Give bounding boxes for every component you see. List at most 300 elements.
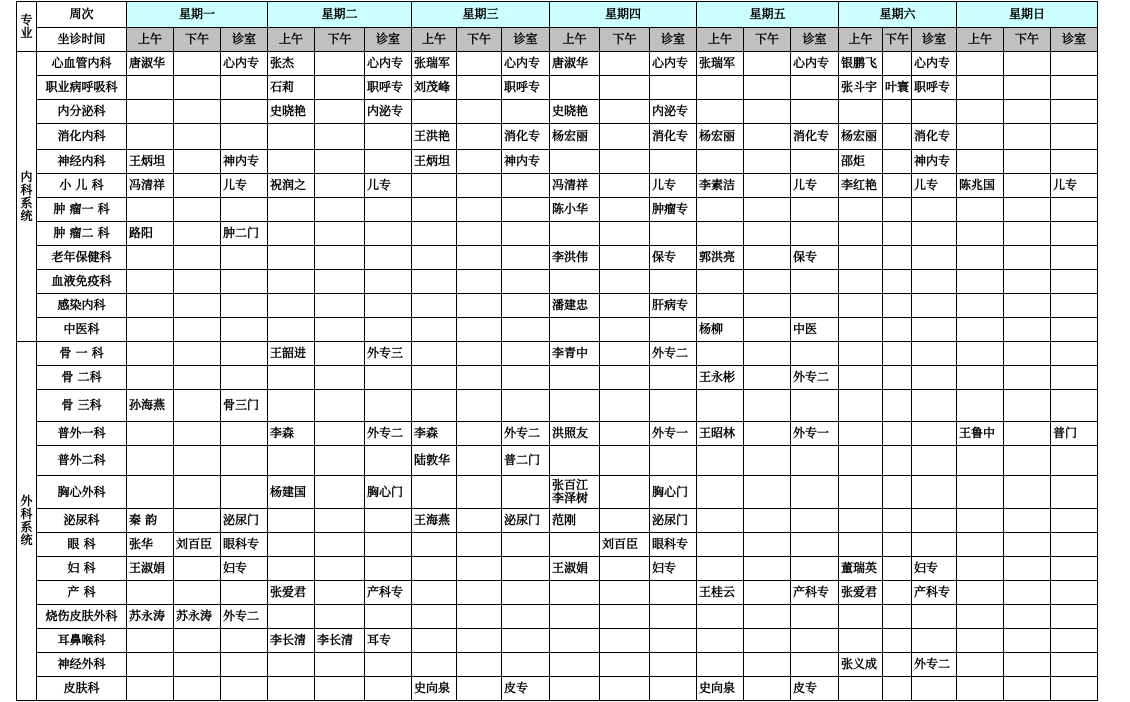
day-header: 星期五 bbox=[697, 2, 839, 28]
room-cell bbox=[650, 653, 697, 677]
room-cell bbox=[1051, 318, 1098, 342]
doctor-cell bbox=[412, 294, 457, 318]
room-cell bbox=[912, 294, 957, 318]
doctor-cell: 张百江 李泽树 bbox=[550, 476, 600, 509]
doctor-cell bbox=[550, 533, 600, 557]
doctor-cell bbox=[174, 222, 221, 246]
doctor-cell bbox=[315, 150, 365, 174]
room-cell bbox=[365, 509, 412, 533]
room-cell bbox=[650, 581, 697, 605]
room-cell bbox=[1051, 270, 1098, 294]
room-cell: 儿专 bbox=[791, 174, 839, 198]
doctor-cell bbox=[550, 446, 600, 476]
department-name: 心血管内科 bbox=[37, 52, 127, 76]
doctor-cell bbox=[127, 246, 174, 270]
room-cell: 皮专 bbox=[502, 677, 550, 701]
doctor-cell: 史向泉 bbox=[697, 677, 744, 701]
room-cell bbox=[1051, 342, 1098, 366]
room-cell: 外专一 bbox=[791, 422, 839, 446]
table-row bbox=[17, 629, 1098, 653]
room-cell bbox=[1051, 100, 1098, 124]
doctor-cell bbox=[268, 366, 315, 390]
room-cell: 儿专 bbox=[221, 174, 268, 198]
doctor-cell bbox=[839, 294, 883, 318]
room-cell bbox=[502, 222, 550, 246]
room-cell: 心内专 bbox=[650, 52, 697, 76]
room-cell bbox=[502, 270, 550, 294]
doctor-cell bbox=[957, 533, 1004, 557]
doctor-cell bbox=[1004, 390, 1051, 422]
doctor-cell: 王永彬 bbox=[697, 366, 744, 390]
week-header: 周次 bbox=[37, 2, 127, 28]
doctor-cell: 冯清祥 bbox=[127, 174, 174, 198]
doctor-cell: 王淑娟 bbox=[550, 557, 600, 581]
room-cell: 眼科专 bbox=[221, 533, 268, 557]
table-row bbox=[17, 422, 1098, 446]
doctor-cell: 王炳坦 bbox=[127, 150, 174, 174]
room-cell: 神内专 bbox=[502, 150, 550, 174]
room-cell bbox=[791, 476, 839, 509]
system-group-label: 外科系统 bbox=[17, 342, 37, 701]
doctor-cell bbox=[697, 446, 744, 476]
department-name: 内分泌科 bbox=[37, 100, 127, 124]
doctor-cell bbox=[697, 150, 744, 174]
doctor-cell bbox=[883, 222, 912, 246]
room-cell bbox=[365, 605, 412, 629]
room-cell: 外专二 bbox=[365, 422, 412, 446]
room-cell: 肿瘤专 bbox=[650, 198, 697, 222]
doctor-cell bbox=[744, 476, 791, 509]
table-row bbox=[17, 318, 1098, 342]
doctor-cell bbox=[315, 422, 365, 446]
room-cell bbox=[912, 342, 957, 366]
doctor-cell bbox=[174, 422, 221, 446]
doctor-cell bbox=[957, 76, 1004, 100]
doctor-cell bbox=[457, 533, 502, 557]
doctor-cell bbox=[600, 677, 650, 701]
room-cell bbox=[1051, 390, 1098, 422]
doctor-cell bbox=[127, 581, 174, 605]
room-cell bbox=[365, 150, 412, 174]
room-cell bbox=[650, 390, 697, 422]
doctor-cell bbox=[839, 318, 883, 342]
table-row bbox=[17, 294, 1098, 318]
room-cell bbox=[912, 629, 957, 653]
department-name: 中医科 bbox=[37, 318, 127, 342]
room-cell: 产科专 bbox=[912, 581, 957, 605]
doctor-cell bbox=[412, 557, 457, 581]
doctor-cell bbox=[839, 198, 883, 222]
doctor-cell bbox=[839, 476, 883, 509]
doctor-cell: 史晓艳 bbox=[550, 100, 600, 124]
doctor-cell: 董瑞英 bbox=[839, 557, 883, 581]
doctor-cell bbox=[315, 342, 365, 366]
doctor-cell: 石莉 bbox=[268, 76, 315, 100]
doctor-cell bbox=[697, 270, 744, 294]
doctor-cell bbox=[457, 653, 502, 677]
doctor-cell bbox=[315, 198, 365, 222]
doctor-cell bbox=[697, 390, 744, 422]
session-header: 诊室 bbox=[650, 28, 697, 52]
doctor-cell bbox=[883, 390, 912, 422]
doctor-cell bbox=[957, 100, 1004, 124]
doctor-cell: 张杰 bbox=[268, 52, 315, 76]
room-cell bbox=[650, 605, 697, 629]
doctor-cell bbox=[883, 294, 912, 318]
room-cell bbox=[365, 124, 412, 150]
doctor-cell bbox=[600, 76, 650, 100]
doctor-cell bbox=[957, 446, 1004, 476]
doctor-cell bbox=[457, 557, 502, 581]
department-name: 血液免疫科 bbox=[37, 270, 127, 294]
doctor-cell bbox=[839, 677, 883, 701]
doctor-cell bbox=[457, 342, 502, 366]
room-cell bbox=[502, 318, 550, 342]
session-header: 诊室 bbox=[502, 28, 550, 52]
doctor-cell bbox=[883, 198, 912, 222]
doctor-cell bbox=[174, 100, 221, 124]
doctor-cell bbox=[839, 390, 883, 422]
doctor-cell: 李青中 bbox=[550, 342, 600, 366]
doctor-cell bbox=[697, 533, 744, 557]
doctor-cell bbox=[550, 222, 600, 246]
room-cell bbox=[221, 629, 268, 653]
doctor-cell: 史晓艳 bbox=[268, 100, 315, 124]
room-cell bbox=[650, 366, 697, 390]
doctor-cell bbox=[457, 76, 502, 100]
room-cell: 中医 bbox=[791, 318, 839, 342]
doctor-cell bbox=[744, 605, 791, 629]
doctor-cell bbox=[412, 390, 457, 422]
day-header: 星期二 bbox=[268, 2, 412, 28]
doctor-cell bbox=[174, 390, 221, 422]
doctor-cell bbox=[839, 342, 883, 366]
room-cell bbox=[365, 390, 412, 422]
room-cell: 外专二 bbox=[221, 605, 268, 629]
doctor-cell bbox=[268, 246, 315, 270]
doctor-cell: 张爱君 bbox=[839, 581, 883, 605]
doctor-cell bbox=[600, 605, 650, 629]
room-cell bbox=[912, 246, 957, 270]
doctor-cell bbox=[174, 446, 221, 476]
doctor-cell: 叶寰 bbox=[883, 76, 912, 100]
room-cell bbox=[221, 100, 268, 124]
room-cell bbox=[221, 366, 268, 390]
table-row bbox=[17, 222, 1098, 246]
session-header: 上午 bbox=[268, 28, 315, 52]
doctor-cell bbox=[1004, 150, 1051, 174]
doctor-cell bbox=[412, 246, 457, 270]
room-cell bbox=[221, 318, 268, 342]
doctor-cell bbox=[600, 476, 650, 509]
doctor-cell bbox=[883, 476, 912, 509]
room-cell bbox=[365, 198, 412, 222]
doctor-cell bbox=[744, 100, 791, 124]
doctor-cell bbox=[174, 653, 221, 677]
doctor-cell bbox=[457, 270, 502, 294]
doctor-cell bbox=[744, 174, 791, 198]
doctor-cell: 孙海燕 bbox=[127, 390, 174, 422]
doctor-cell: 杨宏丽 bbox=[550, 124, 600, 150]
doctor-cell: 王淑娟 bbox=[127, 557, 174, 581]
doctor-cell: 李森 bbox=[412, 422, 457, 446]
doctor-cell bbox=[174, 270, 221, 294]
doctor-cell bbox=[550, 653, 600, 677]
doctor-cell bbox=[957, 390, 1004, 422]
doctor-cell bbox=[957, 294, 1004, 318]
room-cell bbox=[502, 246, 550, 270]
table-row bbox=[17, 150, 1098, 174]
doctor-cell bbox=[883, 629, 912, 653]
room-cell bbox=[650, 318, 697, 342]
doctor-cell bbox=[268, 222, 315, 246]
doctor-cell bbox=[457, 174, 502, 198]
doctor-cell bbox=[174, 342, 221, 366]
room-cell: 妇专 bbox=[650, 557, 697, 581]
room-cell bbox=[912, 390, 957, 422]
room-cell: 内泌专 bbox=[650, 100, 697, 124]
day-header: 星期三 bbox=[412, 2, 550, 28]
room-cell bbox=[912, 270, 957, 294]
room-cell bbox=[791, 100, 839, 124]
doctor-cell bbox=[744, 557, 791, 581]
department-name: 眼 科 bbox=[37, 533, 127, 557]
room-cell bbox=[791, 533, 839, 557]
doctor-cell bbox=[174, 52, 221, 76]
room-cell: 眼科专 bbox=[650, 533, 697, 557]
room-cell bbox=[502, 174, 550, 198]
room-cell bbox=[1051, 533, 1098, 557]
doctor-cell bbox=[457, 629, 502, 653]
doctor-cell bbox=[174, 557, 221, 581]
room-cell bbox=[1051, 222, 1098, 246]
doctor-cell bbox=[315, 390, 365, 422]
department-name: 骨 二科 bbox=[37, 366, 127, 390]
session-header: 诊室 bbox=[365, 28, 412, 52]
doctor-cell bbox=[550, 366, 600, 390]
table-row bbox=[17, 270, 1098, 294]
doctor-cell bbox=[268, 318, 315, 342]
doctor-cell: 刘百臣 bbox=[174, 533, 221, 557]
session-header: 下午 bbox=[457, 28, 502, 52]
doctor-cell bbox=[457, 677, 502, 701]
doctor-cell bbox=[883, 246, 912, 270]
room-cell bbox=[1051, 509, 1098, 533]
room-cell bbox=[502, 342, 550, 366]
doctor-cell bbox=[174, 509, 221, 533]
doctor-cell bbox=[127, 100, 174, 124]
room-cell bbox=[791, 198, 839, 222]
doctor-cell bbox=[174, 677, 221, 701]
doctor-cell bbox=[174, 581, 221, 605]
department-name: 肿 瘤二 科 bbox=[37, 222, 127, 246]
doctor-cell bbox=[883, 509, 912, 533]
doctor-cell: 郭洪亮 bbox=[697, 246, 744, 270]
doctor-cell bbox=[839, 366, 883, 390]
doctor-cell bbox=[883, 150, 912, 174]
doctor-cell: 杨宏丽 bbox=[697, 124, 744, 150]
room-cell bbox=[650, 150, 697, 174]
doctor-cell bbox=[600, 342, 650, 366]
doctor-cell bbox=[412, 270, 457, 294]
doctor-cell bbox=[550, 150, 600, 174]
doctor-cell bbox=[174, 318, 221, 342]
room-cell bbox=[1051, 76, 1098, 100]
doctor-cell bbox=[600, 366, 650, 390]
doctor-cell bbox=[600, 318, 650, 342]
doctor-cell bbox=[744, 533, 791, 557]
header-row-days bbox=[17, 2, 1098, 28]
session-header: 上午 bbox=[957, 28, 1004, 52]
doctor-cell: 洪照友 bbox=[550, 422, 600, 446]
room-cell bbox=[650, 270, 697, 294]
doctor-cell bbox=[883, 52, 912, 76]
doctor-cell bbox=[1004, 342, 1051, 366]
room-cell: 外专一 bbox=[650, 422, 697, 446]
doctor-cell bbox=[412, 533, 457, 557]
doctor-cell bbox=[457, 476, 502, 509]
doctor-cell: 王桂云 bbox=[697, 581, 744, 605]
doctor-cell: 王鲁中 bbox=[957, 422, 1004, 446]
doctor-cell bbox=[957, 629, 1004, 653]
doctor-cell bbox=[883, 270, 912, 294]
doctor-cell bbox=[744, 124, 791, 150]
table-row bbox=[17, 52, 1098, 76]
session-header: 上午 bbox=[697, 28, 744, 52]
doctor-cell bbox=[127, 422, 174, 446]
doctor-cell bbox=[883, 557, 912, 581]
room-cell bbox=[791, 557, 839, 581]
doctor-cell bbox=[744, 76, 791, 100]
doctor-cell bbox=[1004, 653, 1051, 677]
doctor-cell bbox=[550, 270, 600, 294]
doctor-cell: 张爱君 bbox=[268, 581, 315, 605]
room-cell bbox=[650, 222, 697, 246]
room-cell bbox=[650, 76, 697, 100]
doctor-cell: 李长清 bbox=[268, 629, 315, 653]
room-cell: 泌尿门 bbox=[502, 509, 550, 533]
doctor-cell bbox=[957, 581, 1004, 605]
room-cell bbox=[1051, 581, 1098, 605]
doctor-cell: 李素洁 bbox=[697, 174, 744, 198]
session-header: 诊室 bbox=[912, 28, 957, 52]
room-cell bbox=[502, 294, 550, 318]
room-cell bbox=[791, 342, 839, 366]
doctor-cell: 银鹏飞 bbox=[839, 52, 883, 76]
room-cell: 保专 bbox=[650, 246, 697, 270]
day-header: 星期六 bbox=[839, 2, 957, 28]
doctor-cell bbox=[1004, 366, 1051, 390]
doctor-cell bbox=[697, 100, 744, 124]
room-cell bbox=[221, 294, 268, 318]
room-cell: 胸心门 bbox=[365, 476, 412, 509]
doctor-cell bbox=[1004, 246, 1051, 270]
doctor-cell bbox=[550, 605, 600, 629]
doctor-cell bbox=[127, 198, 174, 222]
room-cell bbox=[221, 446, 268, 476]
doctor-cell bbox=[957, 366, 1004, 390]
room-cell bbox=[1051, 653, 1098, 677]
doctor-cell bbox=[1004, 100, 1051, 124]
room-cell bbox=[221, 677, 268, 701]
doctor-cell bbox=[600, 246, 650, 270]
doctor-cell bbox=[315, 246, 365, 270]
doctor-cell bbox=[1004, 270, 1051, 294]
doctor-cell bbox=[315, 557, 365, 581]
session-header: 上午 bbox=[839, 28, 883, 52]
doctor-cell bbox=[1004, 476, 1051, 509]
doctor-cell bbox=[883, 100, 912, 124]
doctor-cell bbox=[457, 294, 502, 318]
doctor-cell bbox=[883, 342, 912, 366]
doctor-cell bbox=[744, 677, 791, 701]
room-cell: 心内专 bbox=[221, 52, 268, 76]
doctor-cell bbox=[550, 581, 600, 605]
table-row bbox=[17, 533, 1098, 557]
doctor-cell bbox=[174, 366, 221, 390]
system-group-label: 内科系统 bbox=[17, 52, 37, 342]
department-name: 肿 瘤一 科 bbox=[37, 198, 127, 222]
room-cell bbox=[791, 270, 839, 294]
room-cell bbox=[365, 677, 412, 701]
doctor-cell bbox=[957, 270, 1004, 294]
room-cell bbox=[502, 557, 550, 581]
doctor-cell: 王韶进 bbox=[268, 342, 315, 366]
doctor-cell bbox=[697, 198, 744, 222]
doctor-cell bbox=[744, 581, 791, 605]
doctor-cell bbox=[697, 653, 744, 677]
doctor-cell bbox=[174, 294, 221, 318]
doctor-cell bbox=[457, 581, 502, 605]
room-cell bbox=[502, 653, 550, 677]
doctor-cell bbox=[315, 509, 365, 533]
doctor-cell bbox=[315, 270, 365, 294]
doctor-cell bbox=[268, 557, 315, 581]
room-cell: 产科专 bbox=[791, 581, 839, 605]
doctor-cell bbox=[268, 294, 315, 318]
room-cell bbox=[912, 446, 957, 476]
room-cell bbox=[221, 270, 268, 294]
room-cell bbox=[791, 446, 839, 476]
doctor-cell: 刘茂峰 bbox=[412, 76, 457, 100]
doctor-cell: 张瑞军 bbox=[697, 52, 744, 76]
doctor-cell bbox=[412, 222, 457, 246]
doctor-cell bbox=[1004, 124, 1051, 150]
doctor-cell bbox=[697, 629, 744, 653]
doctor-cell bbox=[744, 198, 791, 222]
room-cell bbox=[221, 476, 268, 509]
doctor-cell bbox=[127, 342, 174, 366]
doctor-cell bbox=[457, 100, 502, 124]
doctor-cell bbox=[412, 366, 457, 390]
doctor-cell bbox=[127, 318, 174, 342]
doctor-cell bbox=[457, 52, 502, 76]
room-cell bbox=[912, 533, 957, 557]
doctor-cell: 陆敦华 bbox=[412, 446, 457, 476]
doctor-cell bbox=[127, 677, 174, 701]
room-cell: 儿专 bbox=[912, 174, 957, 198]
doctor-cell bbox=[268, 270, 315, 294]
doctor-cell: 张义成 bbox=[839, 653, 883, 677]
doctor-cell bbox=[127, 366, 174, 390]
doctor-cell bbox=[315, 124, 365, 150]
doctor-cell bbox=[315, 581, 365, 605]
room-cell bbox=[791, 76, 839, 100]
table-row bbox=[17, 476, 1098, 509]
room-cell bbox=[912, 222, 957, 246]
doctor-cell bbox=[174, 246, 221, 270]
room-cell: 肿二门 bbox=[221, 222, 268, 246]
